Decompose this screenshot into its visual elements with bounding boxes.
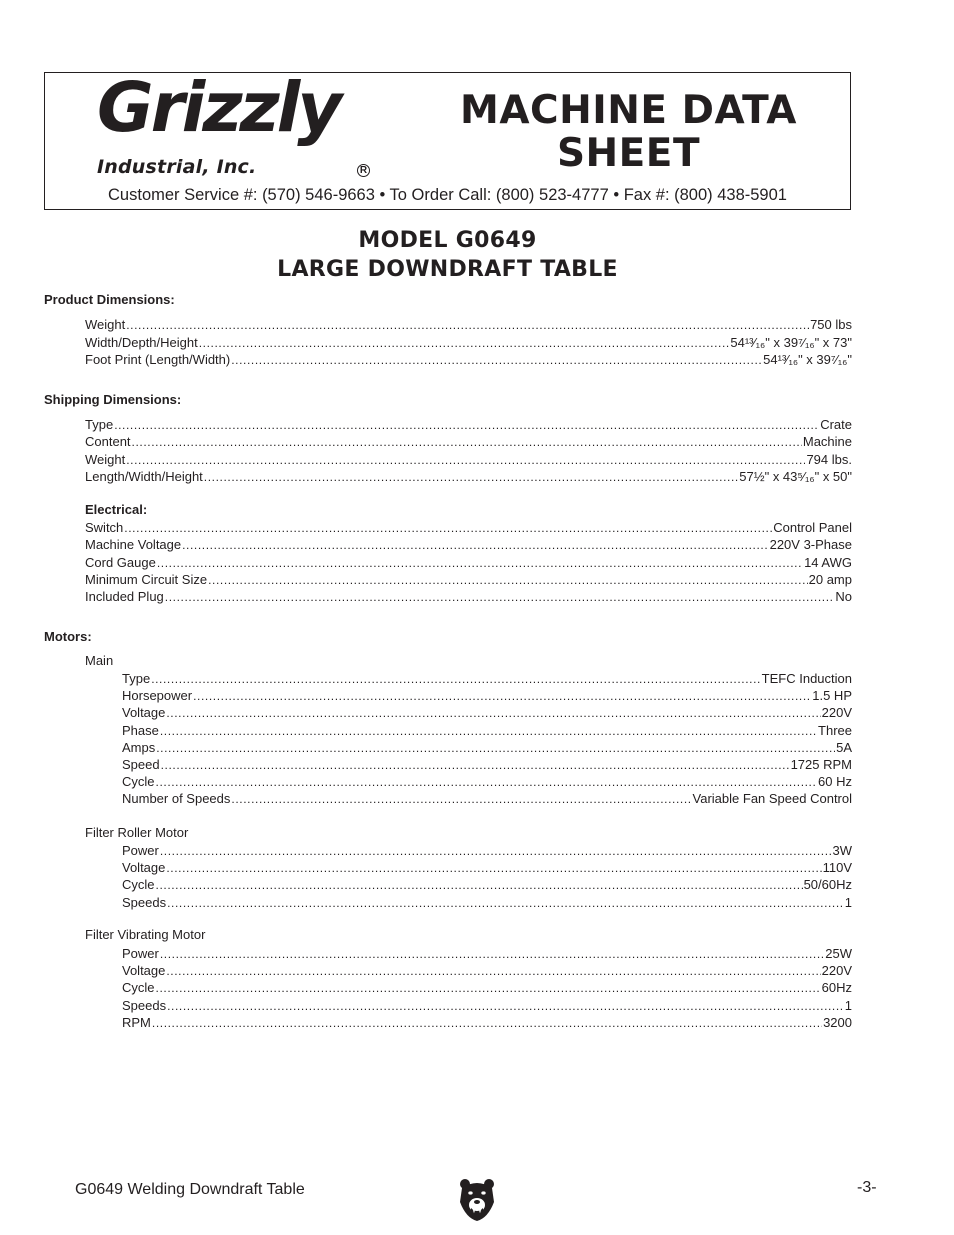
- dot-leader: [157, 555, 803, 572]
- subsection-filter-vibrating-motor: Filter Vibrating Motor: [85, 927, 206, 942]
- model-name: LARGE DOWNDRAFT TABLE: [277, 257, 618, 282]
- spec-value: 220V: [821, 963, 852, 978]
- spec-value: Control Panel: [773, 520, 852, 535]
- spec-value: 3W: [832, 843, 852, 858]
- spec-row: [85, 451, 852, 468]
- spec-row: [122, 842, 852, 859]
- spec-row: [122, 773, 852, 790]
- spec-row: [85, 416, 852, 433]
- spec-row: [85, 588, 852, 605]
- spec-row: [85, 554, 852, 571]
- spec-row: [122, 722, 852, 739]
- contact-line: Customer Service #: (570) 546-9663 • To Order Call: (800) 523-4777 • Fax #: (800) 438-5901: [108, 186, 787, 204]
- spec-label: RPM: [122, 1015, 151, 1030]
- spec-value: 14 AWG: [804, 555, 852, 570]
- dot-leader: [231, 791, 691, 808]
- spec-value: 60 Hz: [818, 774, 852, 789]
- spec-value: 220V: [821, 705, 852, 720]
- spec-value: 5A: [836, 740, 852, 755]
- spec-label: Minimum Circuit Size: [85, 572, 208, 587]
- dot-leader: [132, 434, 802, 451]
- dot-leader: [156, 980, 821, 997]
- dot-leader: [231, 352, 762, 369]
- dot-leader: [156, 877, 803, 894]
- header-box: [44, 68, 851, 210]
- spec-label: Type: [85, 417, 114, 432]
- spec-value: 1: [844, 895, 852, 910]
- spec-row: [122, 962, 852, 979]
- spec-row: [85, 536, 852, 553]
- spec-value: No: [835, 589, 852, 604]
- spec-value: 1: [844, 998, 852, 1013]
- dot-leader: [152, 1015, 822, 1032]
- dot-leader: [199, 335, 730, 352]
- dot-leader: [167, 895, 844, 912]
- spec-label: Speeds: [122, 998, 167, 1013]
- dot-leader: [166, 860, 821, 877]
- spec-value: 220V 3-Phase: [769, 537, 852, 552]
- spec-label: Voltage: [122, 705, 166, 720]
- dot-leader: [114, 417, 819, 434]
- spec-row: [122, 704, 852, 721]
- spec-label: Machine Voltage: [85, 537, 182, 552]
- spec-label: Power: [122, 946, 159, 961]
- spec-row: [85, 351, 852, 368]
- spec-value: 794 lbs.: [806, 452, 852, 467]
- dot-leader: [151, 671, 760, 688]
- section-product-dimensions: Product Dimensions:: [44, 292, 175, 307]
- spec-label: Weight: [85, 452, 126, 467]
- page-number: -3-: [857, 1179, 877, 1196]
- spec-value: 54¹³⁄₁₆" x 39⁷⁄₁₆": [763, 352, 852, 367]
- spec-value: Three: [818, 723, 852, 738]
- grizzly-logo: [95, 68, 380, 181]
- spec-row: [85, 433, 852, 450]
- spec-label: Type: [122, 671, 151, 686]
- spec-label: Horsepower: [122, 688, 193, 703]
- spec-label: Cycle: [122, 877, 155, 892]
- spec-label: Foot Print (Length/Width): [85, 352, 231, 367]
- spec-label: Switch: [85, 520, 124, 535]
- spec-value: Crate: [820, 417, 852, 432]
- spec-value: 54¹³⁄₁₆" x 39⁷⁄₁₆" x 73": [730, 335, 852, 350]
- spec-label: Cycle: [122, 980, 155, 995]
- spec-label: Width/Depth/Height: [85, 335, 198, 350]
- grizzly-bear-icon: [458, 1178, 496, 1222]
- spec-value: 25W: [825, 946, 852, 961]
- spec-value: 3200: [823, 1015, 852, 1030]
- spec-row: [85, 334, 852, 351]
- subsection-main-motor: Main: [85, 653, 114, 668]
- spec-label: Phase: [122, 723, 159, 738]
- spec-row: [122, 859, 852, 876]
- dot-leader: [156, 740, 835, 757]
- dot-leader: [193, 688, 811, 705]
- spec-value: 57½" x 43⁵⁄₁₆" x 50": [739, 469, 852, 484]
- dot-leader: [156, 774, 818, 791]
- spec-row: [85, 468, 852, 485]
- spec-label: Number of Speeds: [122, 791, 231, 806]
- dot-leader: [182, 537, 768, 554]
- spec-label: Voltage: [122, 963, 166, 978]
- spec-value: 110V: [822, 860, 852, 875]
- spec-row: [122, 1014, 852, 1031]
- model-number: MODEL G0649: [358, 228, 537, 253]
- spec-row: [85, 571, 852, 588]
- spec-label: Content: [85, 434, 131, 449]
- spec-label: Speeds: [122, 895, 167, 910]
- spec-row: [85, 316, 852, 333]
- dot-leader: [166, 963, 820, 980]
- spec-row: [122, 687, 852, 704]
- spec-value: 1.5 HP: [812, 688, 852, 703]
- spec-label: Power: [122, 843, 159, 858]
- document-title: [405, 89, 852, 175]
- spec-row: [122, 979, 852, 996]
- spec-label: Cycle: [122, 774, 155, 789]
- spec-value: 60Hz: [821, 980, 852, 995]
- dot-leader: [161, 757, 790, 774]
- title-line-2: SHEET: [556, 131, 701, 176]
- spec-label: Length/Width/Height: [85, 469, 203, 484]
- dot-leader: [124, 520, 772, 537]
- title-line-1: MACHINE DATA: [460, 88, 797, 133]
- dot-leader: [165, 589, 835, 606]
- spec-row: [122, 739, 852, 756]
- spec-row: [122, 876, 852, 893]
- section-shipping-dimensions: Shipping Dimensions:: [44, 392, 182, 407]
- spec-row: [85, 519, 852, 536]
- spec-label: Amps: [122, 740, 156, 755]
- dot-leader: [166, 705, 820, 722]
- logo-subtitle: Industrial, Inc.: [97, 156, 257, 178]
- dot-leader: [204, 469, 739, 486]
- spec-value: Machine: [802, 434, 852, 449]
- spec-value: 1725 RPM: [790, 757, 852, 772]
- logo-wordmark: Grizzly: [97, 68, 340, 148]
- spec-row: [122, 790, 852, 807]
- spec-label: Voltage: [122, 860, 166, 875]
- dot-leader: [126, 317, 809, 334]
- spec-value: 20 amp: [808, 572, 852, 587]
- spec-row: [122, 894, 852, 911]
- spec-label: Included Plug: [85, 589, 164, 604]
- dot-leader: [160, 723, 817, 740]
- dot-leader: [208, 572, 808, 589]
- spec-label: Weight: [85, 317, 126, 332]
- model-heading: [44, 226, 851, 284]
- footer-title: G0649 Welding Downdraft Table: [75, 1181, 305, 1198]
- spec-value: Variable Fan Speed Control: [692, 791, 852, 806]
- spec-value: 750 lbs: [810, 317, 852, 332]
- dot-leader: [160, 843, 832, 860]
- subsection-filter-roller-motor: Filter Roller Motor: [85, 825, 189, 840]
- spec-value: TEFC Induction: [761, 671, 852, 686]
- spec-value: 50/60Hz: [803, 877, 852, 892]
- spec-label: Speed: [122, 757, 160, 772]
- spec-row: [122, 997, 852, 1014]
- section-electrical: Electrical:: [85, 502, 148, 517]
- registered-mark-icon: R: [357, 164, 370, 177]
- dot-leader: [167, 998, 844, 1015]
- spec-label: Cord Gauge: [85, 555, 156, 570]
- dot-leader: [126, 452, 805, 469]
- dot-leader: [160, 946, 824, 963]
- section-motors: Motors:: [44, 629, 92, 644]
- spec-row: [122, 756, 852, 773]
- spec-row: [122, 945, 852, 962]
- spec-row: [122, 670, 852, 687]
